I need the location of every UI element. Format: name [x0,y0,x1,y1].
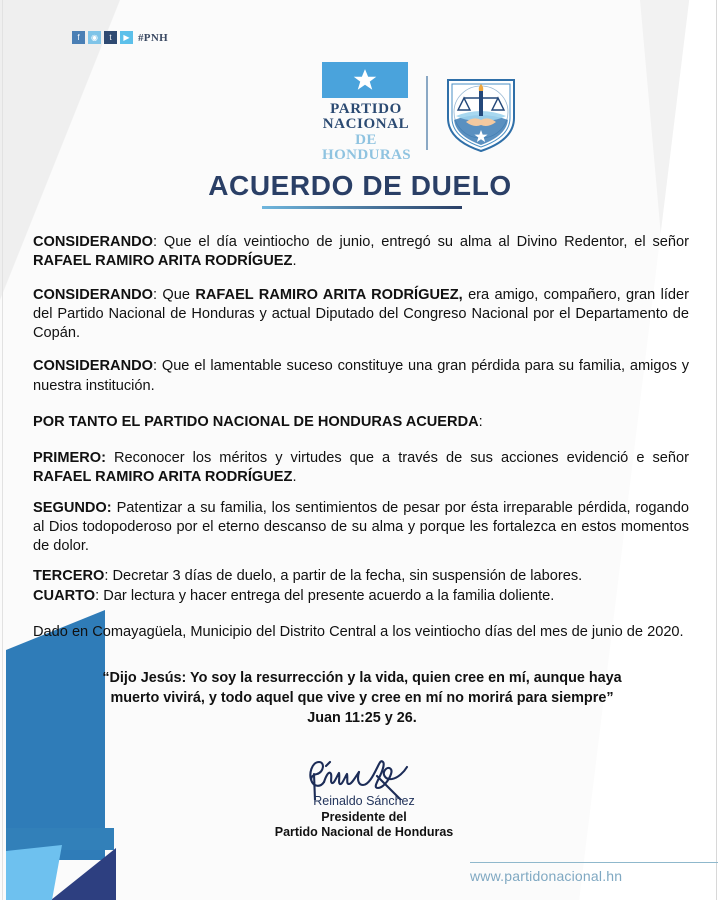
resolution-item-tercero [33,567,689,586]
page-edge-right [716,0,717,900]
scripture-quote [52,668,672,728]
resolution-heading-text: POR TANTO EL PARTIDO NACIONAL DE HONDURAS ACUERDA [33,413,479,430]
considerando-text-3: : Que el lamentable suceso constituye una gran pérdida para su familia, amigos y nuestra institución. [33,358,689,394]
flag-emblem [322,62,408,98]
signatory-organization: Partido Nacional de Honduras [274,825,454,839]
considerando-end-1: . [292,253,297,270]
instagram-icon[interactable]: ◉ [88,31,101,44]
signatory-role: Presidente del [321,810,407,824]
party-seal [442,72,520,154]
primero-label: PRIMERO: [33,450,106,466]
deceased-name-2: RAFAEL RAMIRO ARITA RODRÍGUEZ, [195,286,463,303]
resolution-heading-colon: : [478,413,483,430]
resolution-item-segundo [33,499,689,557]
scripture-reference: Juan 11:25 y 26. [307,710,417,727]
logo-wordmark [322,62,410,163]
logo-line-2: NACIONAL [322,116,410,133]
social-links-row [72,31,168,44]
primero-name: RAFAEL RAMIRO ARITA RODRÍGUEZ [33,469,293,486]
considerando-label-1: CONSIDERANDO [33,234,153,250]
signature-block [244,752,484,839]
considerando-label-3: CONSIDERANDO [33,358,153,375]
twitter-icon[interactable]: t [104,31,117,44]
considerando-paragraph-2 [33,286,689,344]
logo-divider [426,76,428,150]
logo-line-3: DE HONDURAS [322,131,412,163]
page-edge-left [2,0,3,900]
tercero-text: : Decretar 3 días de duelo, a partir de la fecha, sin suspensión de labores. [104,568,583,585]
signatory-name: Reinaldo Sánchez [313,794,415,808]
resolution-item-cuarto [33,587,689,606]
youtube-icon[interactable]: ▶ [120,31,133,44]
facebook-icon[interactable]: f [72,31,85,44]
considerando-label-2: CONSIDERANDO [33,286,153,303]
considerando-paragraph-3 [33,357,689,396]
resolution-item-primero [33,449,689,488]
star-icon [352,67,378,93]
segundo-label: SEGUNDO: [33,499,112,516]
primero-end: . [292,469,297,486]
title-underline [262,206,462,209]
scripture-line-2: muerto vivirá, y todo aquel que vive y cree en mí no morirá para siempre” [110,690,614,707]
hashtag-label: #PNH [138,31,168,44]
cuarto-text: : Dar lectura y hacer entrega del presente acuerdo a la familia doliente. [95,587,555,604]
party-logo [322,62,520,163]
document-body [33,233,689,656]
logo-text-block [322,102,410,163]
segundo-text: Patentizar a su familia, los sentimientos de pesar por ésta irreparable pérdida, rogando al Dios todopoderoso por el eterno descanso de su alma y porque les fortalezca en estos momentos de dolor. [33,499,689,554]
considerando-text-2: era amigo, compañero, gran líder del Partido Nacional de Honduras y actual Diputado del Congreso Nacional por el Departamento de Copán. [33,286,690,341]
considerando-lead-2: : Que [153,286,196,303]
footer-divider [470,862,718,863]
considerando-paragraph-1 [33,233,689,272]
considerando-text-1: : Que el día veintiocho de junio, entregó su alma al Divino Redentor, el señor [153,234,689,250]
primero-text: Reconocer los méritos y virtudes que a través de sus acciones evidenció e señor [105,450,689,466]
footer-website-url[interactable]: www.partidonacional.hn [470,868,623,884]
place-and-date: Dado en Comayagüela, Municipio del Distrito Central a los veintiocho días del mes de junio de 2020. [33,623,684,640]
tercero-label: TERCERO [33,568,105,585]
seal-emblem-icon [442,72,520,154]
scripture-line-1: “Dijo Jesús: Yo soy la resurrección y la vida, quien cree en mí, aunque haya [102,670,622,686]
resolution-heading [33,413,689,432]
deceased-name-1: RAFAEL RAMIRO ARITA RODRÍGUEZ [33,253,293,270]
cuarto-label: CUARTO [33,587,96,604]
handwritten-signature [264,752,464,800]
page-title: ACUERDO DE DUELO [208,170,512,201]
logo-line-1: PARTIDO [330,101,402,117]
